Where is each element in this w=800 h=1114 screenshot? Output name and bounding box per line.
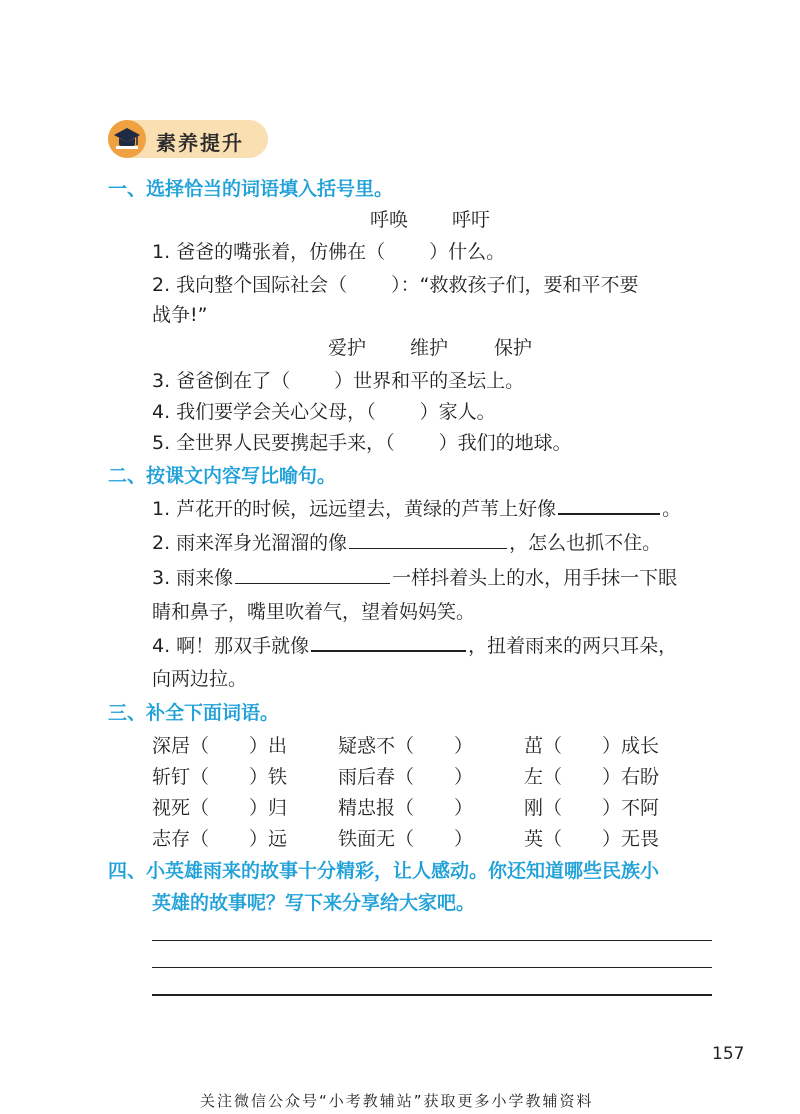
question-1-2: 2. 我向整个国际社会（ ）：“救救孩子们，要和平不要 [152,274,639,296]
section1-heading: 一、选择恰当的词语填入括号里。 [108,178,394,200]
section-badge [108,120,268,158]
page-number: 157 [712,1044,745,1064]
question-1-4: 4. 我们要学会关心父母，（ ）家人。 [152,401,496,423]
question-1-2-continued: 战争!” [152,304,208,326]
question-2-4: 4. 啊！那双手就像 ，扭着雨来的两只耳朵， [152,630,677,658]
section4-heading-continued: 英雄的故事呢？写下来分享给大家吧。 [152,892,476,914]
question-2-4-continued: 向两边拉。 [152,668,248,690]
idiom-item: 志存（ ）远 [152,828,288,850]
question-2-2: 2. 雨来浑身光溜溜的像 ，怎么也抓不住。 [152,528,661,555]
section2-heading: 二、按课文内容写比喻句。 [108,465,337,487]
badge-title: 素养提升 [156,131,244,155]
question-1-1: 1. 爸爸的嘴张着，仿佛在（ ）什么。 [152,241,506,263]
footer-notice: 关注微信公众号“小考教辅站”获取更多小学教辅资料 [200,1092,594,1110]
answer-blank[interactable] [235,563,390,584]
question-2-3-continued: 睛和鼻子，嘴里吹着气，望着妈妈笑。 [152,601,476,623]
idiom-item: 视死（ ）归 [152,797,288,819]
question-1-3: 3. 爸爸倒在了（ ）世界和平的圣坛上。 [152,370,525,392]
section4-heading: 四、小英雄雨来的故事十分精彩，让人感动。你还知道哪些民族小 [108,860,660,882]
writing-line[interactable] [152,940,712,941]
answer-blank[interactable] [558,493,660,515]
idiom-item: 雨后春（ ） [338,766,474,788]
question-2-1: 1. 芦花开的时候，远远望去，黄绿的芦苇上好像 。 [152,493,681,521]
question-1-5: 5. 全世界人民要携起手来，（ ）我们的地球。 [152,432,572,454]
idiom-item: 疑惑不（ ） [338,735,474,757]
section1-word-option: 保护 [494,337,533,359]
badge-circle [108,120,146,158]
question-2-3: 3. 雨来像 一样抖着头上的水，用手抹一下眼 [152,563,677,590]
idiom-item: 斩钉（ ）铁 [152,766,288,788]
graduation-cap-icon [113,126,141,152]
answer-blank[interactable] [349,528,507,549]
section1-word-option: 呼唤 [370,209,409,231]
idiom-item: 刚（ ）不阿 [524,797,660,819]
idiom-item: 英（ ）无畏 [524,828,660,850]
section1-word-option: 维护 [410,337,449,359]
section1-word-option: 爱护 [328,337,367,359]
idiom-item: 精忠报（ ） [338,797,474,819]
section1-word-option: 呼吁 [452,209,491,231]
idiom-item: 深居（ ）出 [152,735,288,757]
writing-line[interactable] [152,967,712,968]
section3-heading: 三、补全下面词语。 [108,702,280,724]
answer-blank[interactable] [311,630,466,652]
idiom-item: 铁面无（ ） [338,828,474,850]
writing-line[interactable] [152,994,712,996]
idiom-item: 左（ ）右盼 [524,766,660,788]
idiom-item: 茁（ ）成长 [524,735,660,757]
